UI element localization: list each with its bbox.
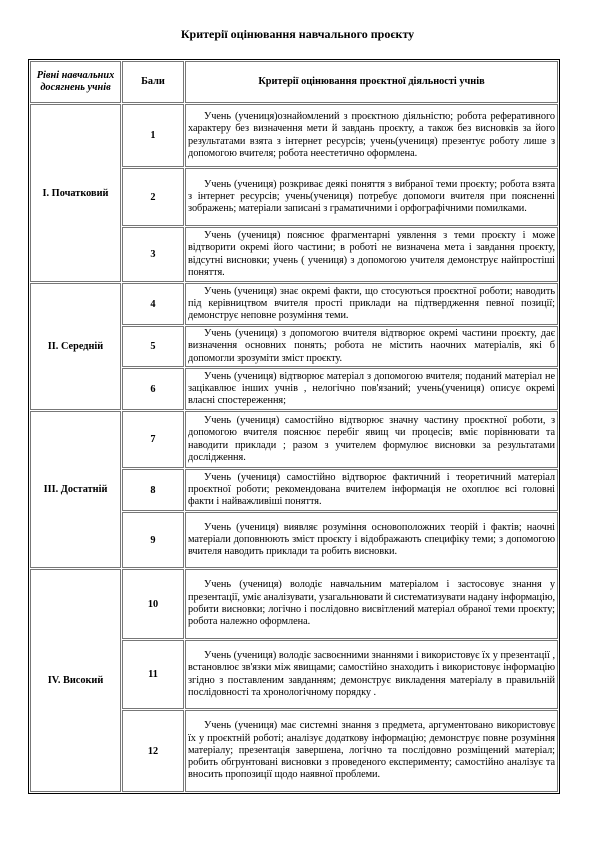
criteria-text: Учень (учениця) самостійно відтворює фактичний і теоретичний матеріал проєктної роботи; рекомендована вчителем інформація не охоплює всі головні факти і найважливіші поняття.: [185, 469, 558, 511]
score-value: 5: [122, 326, 184, 367]
criteria-text: Учень (учениця) відтворює матеріал з допомогою вчителя; поданий матеріал не зацікавлює інших учнів , нелогічно пов'язаний; учень(учениця) описує окремі власні спостереження;: [185, 368, 558, 410]
score-value: 3: [122, 227, 184, 282]
score-value: 10: [122, 569, 184, 639]
table-row: [30, 283, 558, 325]
criteria-text: Учень (учениця) розкриває деякі поняття з вибраної теми проєкту; робота взята з інтернет ресурсів; учень(учениця) потребує допомоги вчителя при поясненні зображень; матеріали записані з граматичними і орфографічними помилками.: [185, 168, 558, 226]
score-value: 2: [122, 168, 184, 226]
score-value: 11: [122, 640, 184, 709]
level-name: ІІ. Середній: [30, 283, 121, 410]
criteria-text: Учень (учениця) володіє засвоєнними знаннями і використовує їх у презентації , встановлює зв'язки між явищами; самостійно знаходить і використовує інформацію згідно з поставленим завданням; демонструє викладення матеріалу в правильній послідовності та хронологічному порядку .: [185, 640, 558, 709]
criteria-text: Учень (учениця) самостійно відтворює значну частину проєктної роботи, з допомогою вчителя пояснює перебіг явищ чи процесів; вміє порівнювати та наводити приклади ; разом з учителем формулює висновки за результатами дослідження.: [185, 411, 558, 468]
criteria-text: Учень (учениця) пояснює фрагментарні уявлення з теми проєкту і може відтворити окремі його частини; в роботі не визначена мета і завдання проєкту, відсутні висновки; учень ( учениця) з допомогою учителя демонструє найпростіші поняття.: [185, 227, 558, 282]
table-row: [30, 104, 558, 167]
header-criteria: Критерії оцінювання проєктної діяльності учнів: [185, 61, 558, 103]
criteria-table: [28, 59, 560, 794]
criteria-text: Учень (учениця) з допомогою вчителя відтворює окремі частини проєкту, дає визначення основних понять; робота не містить наочних матеріалів, які б допомогли зрозуміти зміст проєкту.: [185, 326, 558, 367]
score-value: 4: [122, 283, 184, 325]
criteria-text: Учень (учениця)ознайомлений з проєктною діяльністю; робота реферативного характеру без визначення мети й завдань проєкту, а також без висновків за його результатами взята з інтернет ресурсів; учень(учениця) презентує роботу лише з допомогою вчителя; робота неестетично оформлена.: [185, 104, 558, 167]
table-row: [30, 411, 558, 468]
level-name: ІІІ. Достатній: [30, 411, 121, 568]
score-value: 6: [122, 368, 184, 410]
score-value: 7: [122, 411, 184, 468]
document-title: Критерії оцінювання навчального проєкту: [180, 27, 415, 41]
level-name: І. Початковий: [30, 104, 121, 282]
table-row: [30, 569, 558, 639]
criteria-text: Учень (учениця) володіє навчальним матеріалом і застосовує знання у презентації, уміє аналізувати, узагальнювати й систематизувати надану інформацію, робити висновки; логічно і послідовно висвітлений матеріал обраної теми проєкту; робота належно оформлена.: [185, 569, 558, 639]
score-value: 9: [122, 512, 184, 568]
criteria-text: Учень (учениця) має системні знання з предмета, аргументовано використовує їх у проєктній роботі; аналізує додаткову інформацію; демонструє повне розуміння матеріалу; презентація завершена, логічно та послідовно розміщений матеріал; робить обгрунтовані висновки з проведеного експерименту; самостійно аналізує та вносить пропозиції щодо наявної проблеми.: [185, 710, 558, 792]
level-name: ІV. Високий: [30, 569, 121, 792]
score-value: 1: [122, 104, 184, 167]
criteria-text: Учень (учениця) знає окремі факти, що стосуються проєктної роботи; наводить під керівництвом вчителя прості приклади на підтвердження певної позиції; демонструє неповне розуміння теми.: [185, 283, 558, 325]
criteria-text: Учень (учениця) виявляє розуміння основоположних теорій і фактів; наочні матеріали доповнюють зміст проєкту і відображають специфіку теми; з допомогою вчителя наводить приклади та робить висновки.: [185, 512, 558, 568]
header-levels: Рівні навчальних досягнень учнів: [30, 61, 121, 103]
header-row: [30, 61, 558, 103]
score-value: 12: [122, 710, 184, 792]
score-value: 8: [122, 469, 184, 511]
header-score: Бали: [122, 61, 184, 103]
